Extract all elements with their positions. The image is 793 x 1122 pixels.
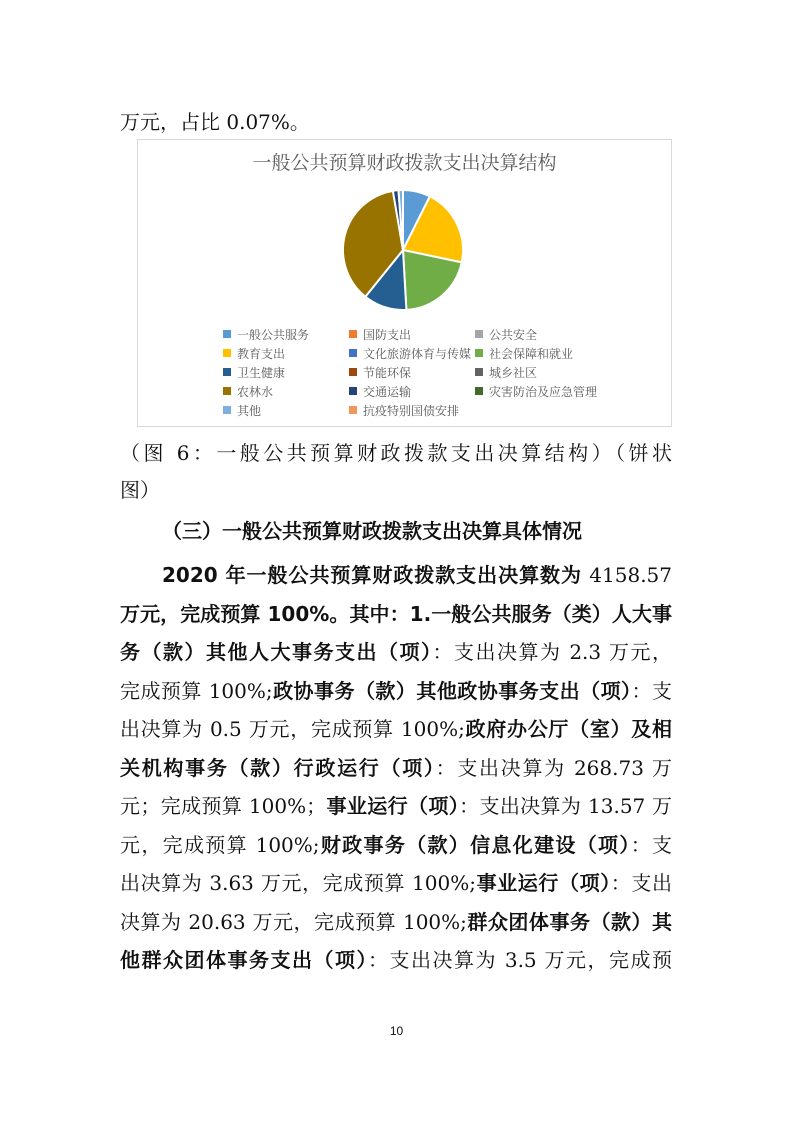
body-line	[120, 794, 672, 818]
body-line	[120, 756, 672, 780]
legend-item	[349, 345, 475, 361]
legend-item	[223, 364, 349, 380]
bold-text: 政协事务（款）其他政协事务支出（项）	[272, 678, 632, 703]
legend-item	[223, 402, 349, 418]
legend-label: 教育支出	[237, 346, 286, 361]
legend-label: 文化旅游体育与传媒	[363, 346, 472, 361]
legend-swatch	[223, 368, 231, 376]
legend-swatch	[349, 387, 357, 395]
bold-text: 关机构事务（款）行政运行（项）	[120, 755, 436, 780]
text: 元，完成预算 100%;	[120, 832, 320, 857]
legend-item	[475, 326, 605, 342]
legend-swatch	[349, 406, 357, 414]
legend-swatch	[475, 330, 483, 338]
text: ：支	[630, 832, 673, 857]
body-line	[162, 563, 672, 587]
legend-item	[475, 364, 605, 380]
legend-label: 社会保障和就业	[489, 346, 574, 361]
legend-swatch	[349, 330, 357, 338]
body-line	[120, 602, 672, 626]
legend-item	[349, 364, 475, 380]
figure-caption-cont: 图）	[120, 478, 160, 502]
legend-swatch	[349, 349, 357, 357]
legend-swatch	[223, 330, 231, 338]
legend-item	[223, 345, 349, 361]
legend-label: 城乡社区	[489, 365, 538, 380]
text: ：支出决算为 3.5 万元，完成预	[368, 948, 673, 972]
text: 4158.57	[581, 563, 672, 587]
text: 出决算为 0.5 万元，完成预算 100%;	[120, 717, 465, 741]
text: 决算为 20.63 万元，完成预算 100%;	[120, 909, 467, 934]
bold-text: 万元，完成预算 100%。其中：1.一般公共服务（类）人大事	[120, 601, 672, 626]
legend-label: 一般公共服务	[237, 327, 310, 342]
legend-item	[349, 402, 475, 418]
legend-label: 交通运输	[363, 384, 412, 399]
chart-title: 一般公共预算财政拨款支出决算结构	[252, 152, 557, 174]
body-line	[120, 640, 672, 664]
legend-item	[349, 383, 475, 399]
chart-legend	[223, 326, 605, 418]
body-line	[120, 871, 672, 895]
legend-swatch	[349, 368, 357, 376]
body-line	[120, 948, 672, 972]
legend-label: 卫生健康	[237, 365, 286, 380]
pie-chart	[137, 139, 672, 427]
page-number: 10	[389, 1024, 404, 1038]
legend-swatch	[223, 406, 231, 414]
legend-label: 国防支出	[363, 327, 412, 342]
legend-item	[475, 345, 605, 361]
legend-label: 公共安全	[489, 327, 538, 342]
legend-swatch	[475, 349, 483, 357]
body-line	[120, 910, 672, 934]
legend-swatch	[475, 368, 483, 376]
text: 完成预算 100%;	[120, 678, 273, 703]
legend-label: 节能环保	[363, 365, 412, 380]
body-line	[120, 717, 672, 741]
legend-label: 灾害防治及应急管理	[489, 384, 598, 399]
text: ：支出决算为 13.57 万	[459, 794, 672, 818]
text: ：支出	[610, 871, 673, 895]
bold-text: 事业运行（项）	[326, 794, 460, 818]
text: 元；完成预算 100%；	[120, 794, 327, 818]
body-line	[120, 833, 672, 857]
legend-item	[223, 383, 349, 399]
intro-line: 万元，占比 0.07%。	[120, 110, 310, 134]
bold-text: 政府办公厅（室）及相	[464, 717, 673, 741]
legend-swatch	[475, 387, 483, 395]
text: ：支出决算为 2.3 万元，	[432, 640, 672, 664]
text: ：支	[631, 678, 672, 703]
bold-text: 2020 年一般公共预算财政拨款支出决算数为	[162, 563, 582, 587]
text: 出决算为 3.63 万元，完成预算 100%;	[120, 871, 476, 895]
legend-swatch	[223, 349, 231, 357]
bold-text: 事业运行（项）	[475, 871, 611, 895]
legend-label: 抗疫特别国债安排	[363, 403, 460, 418]
legend-swatch	[223, 387, 231, 395]
legend-item	[223, 326, 349, 342]
legend-label: 农林水	[237, 384, 274, 399]
body-line	[120, 679, 672, 703]
bold-text: 财政事务（款）信息化建设（项）	[319, 832, 631, 857]
bold-text: 务（款）其他人大事务支出（项）	[120, 640, 433, 664]
bold-text: 群众团体事务（款）其	[466, 909, 672, 934]
pie-svg	[333, 180, 473, 320]
bold-text: 他群众团体事务支出（项）	[120, 948, 368, 972]
text: ：支出决算为 268.73 万	[435, 755, 673, 780]
legend-item	[349, 326, 475, 342]
legend-label: 其他	[237, 403, 262, 418]
legend-item	[475, 383, 605, 399]
figure-caption: （图 6：一般公共预算财政拨款支出决算结构）（饼状	[120, 441, 672, 465]
section-heading: （三）一般公共预算财政拨款支出决算具体情况	[162, 519, 582, 543]
